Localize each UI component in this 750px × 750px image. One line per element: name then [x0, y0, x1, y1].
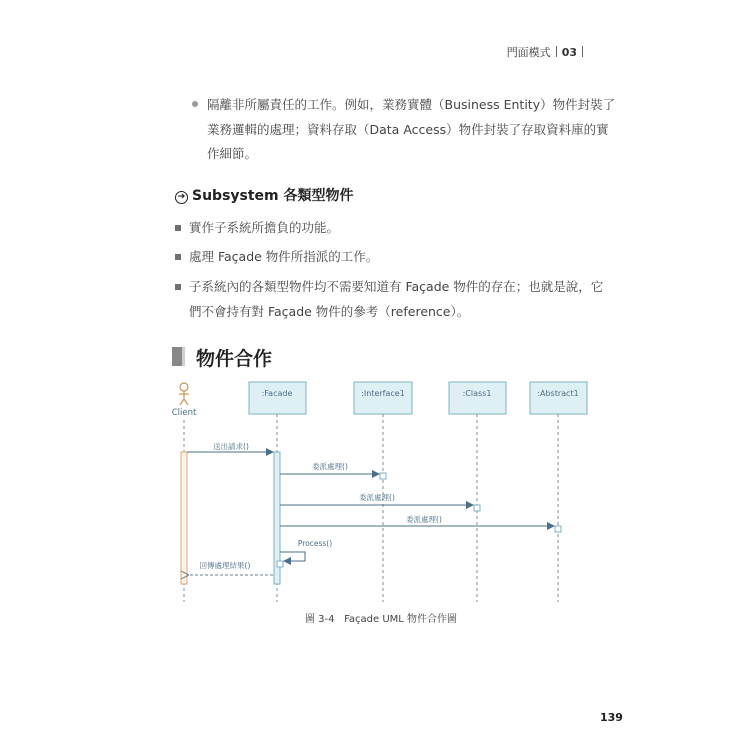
lifeline-label-interface1: :Interface1: [361, 389, 405, 398]
figure-caption-label: 圖 3-4: [305, 614, 335, 625]
lifeline-label-class1: :Class1: [462, 389, 492, 398]
message-label-delegate-1: 委派處理(): [312, 462, 348, 471]
arrow-right-circle-icon: ➔: [175, 191, 188, 204]
activation-abstract1: [555, 526, 561, 532]
actor-label: Client: [171, 408, 197, 418]
chapter-title: 門面模式: [506, 46, 551, 59]
activation-self: [277, 561, 283, 567]
lifeline-box-abstract1: [530, 382, 587, 414]
message-label-process: Process(): [297, 539, 333, 548]
message-label-request: 送出請求(): [213, 442, 249, 451]
page-number: 139: [600, 711, 623, 724]
bullet-line-2: 業務邏輯的處理；資料存取（Data Access）物件封裝了存取資料庫的實: [207, 122, 609, 137]
lifeline-box-facade: [249, 382, 306, 414]
list-item: 處理 Façade 物件所指派的工作。: [189, 249, 379, 264]
list-item: 實作子系統所擔負的功能。: [189, 220, 340, 235]
section-heading-2: 物件合作: [196, 348, 273, 370]
lifeline-label-facade: :Facade: [261, 389, 293, 398]
message-label-delegate-3: 委派處理(): [406, 515, 442, 524]
section-title: Subsystem 各類型物件: [192, 188, 354, 204]
message-label-return: 回傳處理結果(): [199, 561, 251, 570]
actor-icon: [179, 383, 189, 405]
figure-caption-text: Façade UML 物件合作圖: [344, 614, 458, 625]
lifeline-label-abstract1: :Abstract1: [537, 389, 579, 398]
lifeline-box-class1: [449, 382, 506, 414]
activation-client: [181, 452, 187, 584]
list-item: 子系統內的各類型物件均不需要知道有 Façade 物件的存在；也就是說，它: [189, 279, 604, 294]
list-item-continuation: 們不會持有對 Façade 物件的參考（reference）。: [189, 304, 470, 319]
message-label-delegate-2: 委派處理(): [359, 493, 395, 502]
figure-caption: [305, 610, 457, 625]
bullet-line-3: 作細節。: [207, 146, 258, 161]
bullet-line-1: 隔離非所屬責任的工作。例如，業務實體（Business Entity）物件封裝了: [207, 97, 616, 112]
lifeline-box-interface1: [354, 382, 412, 414]
chapter-number: 03: [561, 46, 577, 59]
activation-class1: [474, 505, 480, 511]
activation-interface1: [380, 473, 386, 479]
message-arrow-process: [280, 552, 305, 561]
